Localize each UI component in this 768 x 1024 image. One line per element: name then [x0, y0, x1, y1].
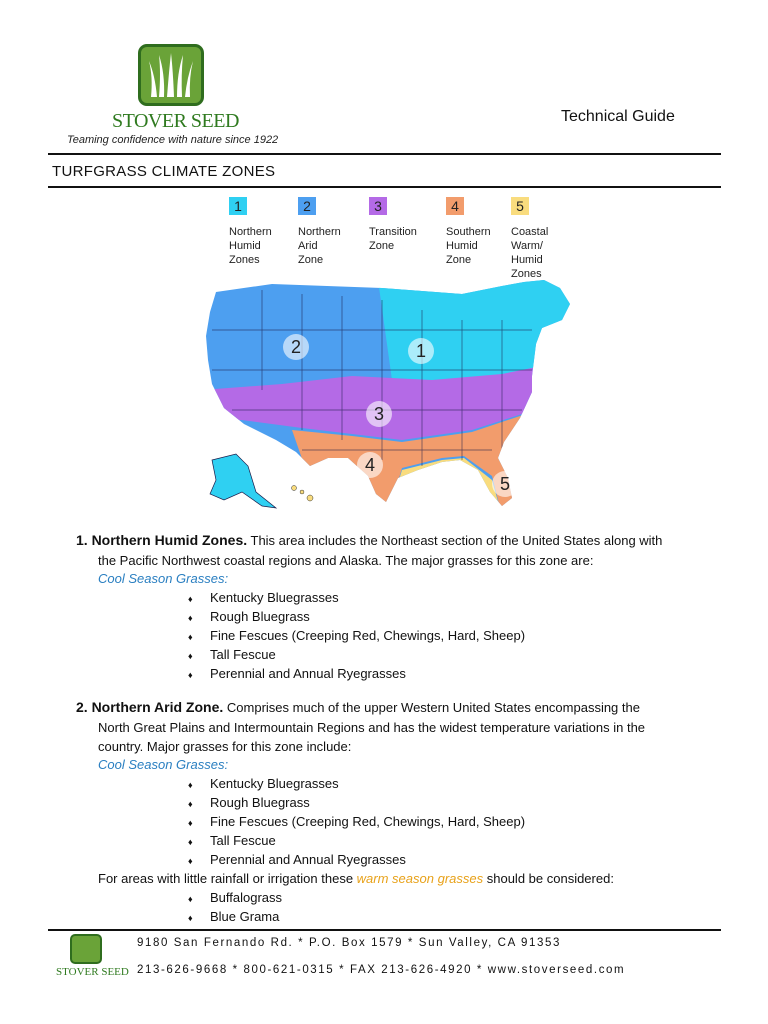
grass-list-item	[188, 909, 279, 924]
zone-heading	[76, 698, 640, 717]
bullet-icon: ♦	[188, 780, 193, 790]
bullet-icon: ♦	[188, 670, 193, 680]
grass-name: Rough Bluegrass	[210, 795, 310, 810]
brand-name: STOVER SEED	[112, 110, 239, 132]
legend-label: Warm/	[511, 240, 543, 252]
legend-label: Zone	[446, 254, 472, 266]
grass-list-item	[188, 795, 310, 810]
legend-item-zone-5	[511, 197, 548, 281]
zone-title: 2. Northern Arid Zone.	[76, 699, 224, 715]
bullet-icon: ♦	[188, 818, 193, 828]
grass-list-item	[188, 590, 339, 605]
legend-item-zone-3	[369, 197, 417, 253]
footer-logo	[56, 934, 129, 980]
zone-heading	[76, 531, 662, 550]
bullet-icon: ♦	[188, 651, 193, 661]
legend-label: Humid	[229, 240, 261, 252]
map-zone-marker-1: 1	[408, 338, 434, 364]
legend-label: Southern	[446, 226, 491, 238]
document-type: Technical Guide	[561, 108, 675, 125]
grass-list-item	[188, 833, 276, 848]
legend-label: Transition	[369, 226, 417, 238]
warm-season-highlight: warm season grasses	[356, 871, 484, 886]
grass-name: Perennial and Annual Ryegrasses	[210, 666, 406, 681]
alaska-shape	[210, 454, 276, 508]
legend-label: Zones	[511, 268, 542, 280]
grass-list-item	[188, 890, 282, 905]
grass-name: Kentucky Bluegrasses	[210, 776, 339, 791]
grass-name: Fine Fescues (Creeping Red, Chewings, Hard, Sheep)	[210, 628, 526, 643]
legend-swatch: 5	[511, 197, 529, 215]
tagline: Teaming confidence with nature since 1922	[67, 134, 279, 146]
map-zone-marker-4: 4	[357, 452, 383, 478]
hawaii-shape	[292, 486, 314, 502]
footer-brand: STOVER SEED	[56, 966, 129, 978]
legend-swatch: 3	[369, 197, 387, 215]
grass-name: Tall Fescue	[210, 833, 276, 848]
zone-description: This area includes the Northeast section of the United States along with	[247, 533, 663, 548]
legend-swatch: 2	[298, 197, 316, 215]
legend-label: Zone	[369, 240, 395, 252]
legend-label: Coastal	[511, 226, 549, 238]
legend-item-zone-1	[229, 197, 272, 267]
climate-zone-map	[202, 280, 582, 516]
legend-swatch: 4	[446, 197, 464, 215]
map-zone-marker-2: 2	[283, 334, 309, 360]
bullet-icon: ♦	[188, 913, 193, 923]
zone-description-line: North Great Plains and Intermountain Regions and has the widest temperature variations in the	[98, 720, 646, 735]
grass-list-item	[188, 609, 310, 624]
grass-list-item	[188, 814, 525, 829]
legend-label: Humid	[446, 240, 478, 252]
legend-item-zone-4	[446, 197, 491, 267]
footer-grass-icon	[70, 934, 102, 964]
grass-name: Kentucky Bluegrasses	[210, 590, 339, 605]
bullet-icon: ♦	[188, 594, 193, 604]
footer-contact: 213-626-9668 * 800-621-0315 * FAX 213-626-4920 * www.stoverseed.com	[137, 964, 626, 976]
legend-item-zone-2	[298, 197, 341, 267]
header-rule-bottom	[48, 186, 721, 188]
zone-title: 1. Northern Humid Zones.	[76, 532, 248, 548]
grass-name: Buffalograss	[210, 890, 283, 905]
legend-label: Humid	[511, 254, 543, 266]
footer-rule	[48, 929, 721, 931]
cool-season-label: Cool Season Grasses:	[98, 757, 229, 772]
bullet-icon: ♦	[188, 613, 193, 623]
legend-label: Zone	[298, 254, 324, 266]
grass-list-item	[188, 776, 339, 791]
legend-label: Arid	[298, 240, 318, 252]
grass-name: Tall Fescue	[210, 647, 276, 662]
map-zone-marker-5: 5	[492, 471, 518, 497]
bullet-icon: ♦	[188, 894, 193, 904]
zone-description: Comprises much of the upper Western United States encompassing the	[223, 700, 640, 715]
grass-name: Perennial and Annual Ryegrasses	[210, 852, 406, 867]
map-zone-marker-3: 3	[366, 401, 392, 427]
grass-list-item	[188, 852, 406, 867]
legend-swatch: 1	[229, 197, 247, 215]
grass-list-item	[188, 666, 406, 681]
bullet-icon: ♦	[188, 856, 193, 866]
bullet-icon: ♦	[188, 799, 193, 809]
cool-season-label: Cool Season Grasses:	[98, 571, 229, 586]
grass-icon	[138, 44, 204, 106]
footer-address: 9180 San Fernando Rd. * P.O. Box 1579 * Sun Valley, CA 91353	[137, 937, 561, 949]
grass-list-item	[188, 647, 276, 662]
grass-name: Blue Grama	[210, 909, 280, 924]
legend-label: Zones	[229, 254, 260, 266]
grass-name: Rough Bluegrass	[210, 609, 310, 624]
header-rule-top	[48, 153, 721, 155]
legend-label: Northern	[298, 226, 341, 238]
section-title: TURFGRASS CLIMATE ZONES	[52, 163, 276, 180]
zone-description-line: the Pacific Northwest coastal regions and Alaska. The major grasses for this zone are:	[98, 553, 594, 568]
grass-list-item	[188, 628, 525, 643]
bullet-icon: ♦	[188, 632, 193, 642]
zone-description-line: country. Major grasses for this zone include:	[98, 739, 352, 754]
warm-season-note: For areas with little rainfall or irrigation these warm season grasses should be considered:	[98, 871, 614, 886]
legend-label: Northern	[229, 226, 272, 238]
grass-name: Fine Fescues (Creeping Red, Chewings, Hard, Sheep)	[210, 814, 526, 829]
bullet-icon: ♦	[188, 837, 193, 847]
